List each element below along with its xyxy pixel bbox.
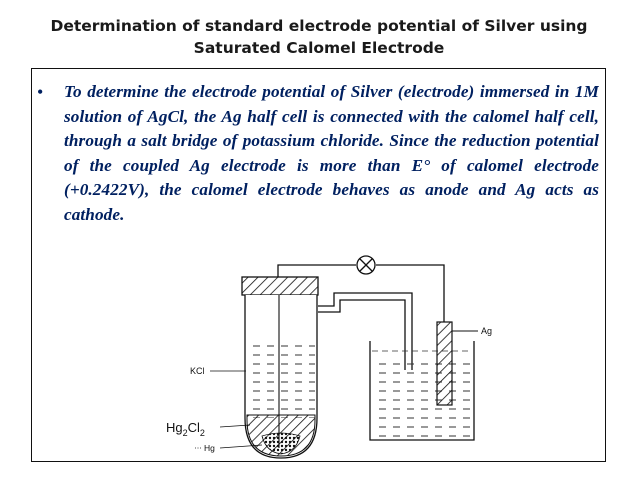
galvanometer-icon (357, 256, 375, 274)
label-hg: Hg (204, 443, 215, 453)
kcl-solution (247, 340, 315, 418)
calomel-electrode (242, 277, 318, 458)
title-line-2: Saturated Calomel Electrode (193, 39, 445, 57)
calomel-cap (242, 277, 318, 295)
title-line-1: Determination of standard electrode potential of Silver using (50, 17, 588, 35)
diagram-background (150, 250, 570, 460)
label-kcl: KCl (190, 366, 205, 376)
silver-electrode (437, 322, 452, 405)
bullet-marker: • (37, 82, 44, 102)
label-ag: Ag (481, 326, 493, 336)
agcl-solution (372, 358, 472, 438)
bullet-paragraph: To determine the electrode potential of Silver (electrode) immersed in 1M solution of AgCl, the Ag half cell is connected with the calomel half cell, through a salt bridge of potassium chloride. Since the reduction potential of the coupled Ag electrode is more than E° of calomel electrode (+0.2422V), the calomel electrode behaves as anode and Ag acts as cathode. (64, 82, 599, 224)
label-hg2cl2: $Hg_2Cl_2$ (166, 420, 205, 438)
